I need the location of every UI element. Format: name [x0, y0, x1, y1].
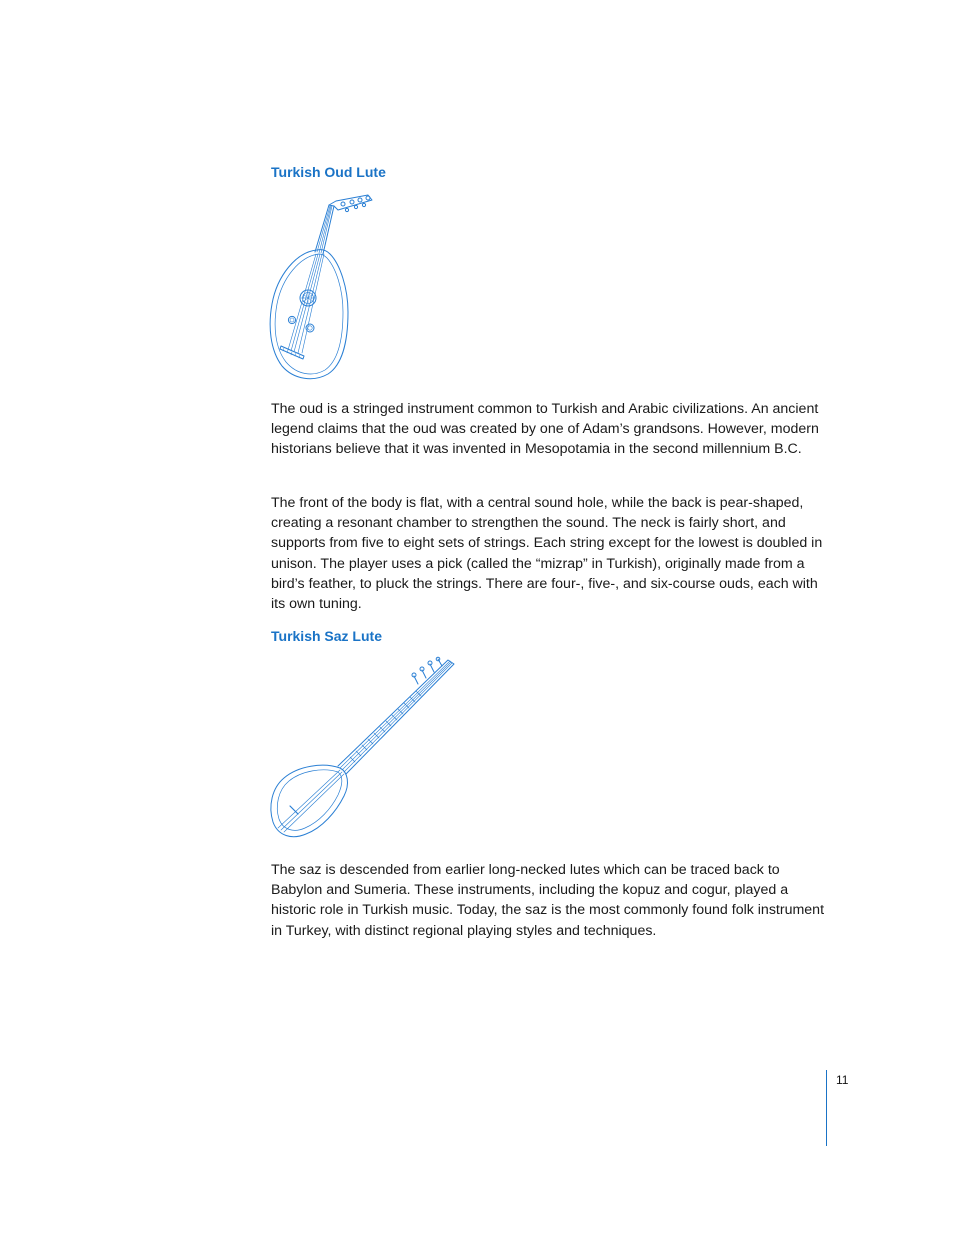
paragraph: The saz is descended from earlier long-necked lutes which can be traced back to Babylon and Sumeria. These instruments, including the kopuz and cogur, played a historic role in Turkish music. Today, the saz is the most commonly found folk instrument in Turkey, with distinct regional playing styles and techniques.	[271, 862, 825, 939]
paragraph: The front of the body is flat, with a central sound hole, while the back is pear-shaped, creating a resonant chamber to strengthen the sound. The neck is fairly short, and supports from five to eight sets of strings. Each string except for the lowest is doubled in unison. The player uses a pick (called the “mizrap” in Turkish), originally made from a bird’s feather, to pluck the strings. There are four-, five-, and six-course ouds, each with its own tuning.	[271, 495, 823, 613]
page-number: 11	[836, 1073, 849, 1087]
section-heading-oud: Turkish Oud Lute	[271, 164, 386, 180]
section-heading-saz: Turkish Saz Lute	[271, 628, 382, 644]
saz-lute-icon	[268, 656, 458, 842]
page-rule	[826, 1070, 827, 1146]
oud-lute-icon	[266, 192, 382, 384]
paragraph: The oud is a stringed instrument common to Turkish and Arabic civilizations. An ancient legend claims that the oud was created by one of Adam’s grandsons. However, modern historians believe that it was invented in Mesopotamia in the second millennium B.C.	[271, 401, 819, 458]
